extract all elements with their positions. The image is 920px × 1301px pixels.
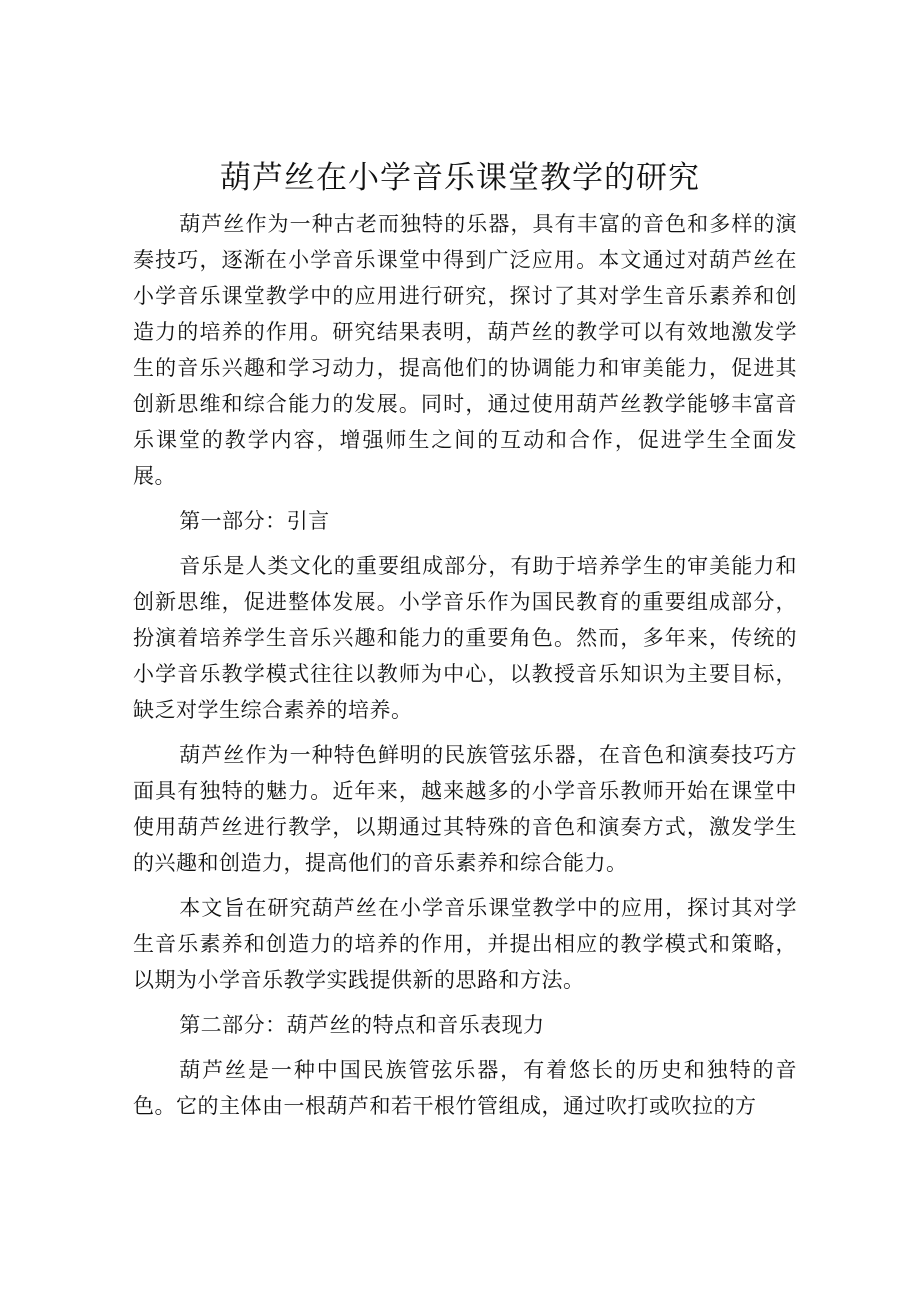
abstract-paragraph: 葫芦丝作为一种古老而独特的乐器，具有丰富的音色和多样的演奏技巧，逐渐在小学音乐课堂中得到广泛应用。本文通过对葫芦丝在小学音乐课堂教学中的应用进行研究，探讨了其对学生音乐素养和创造力的培养的作用。研究结果表明，葫芦丝的教学可以有效地激发学生的音乐兴趣和学习动力，提高他们的协调能力和审美能力，促进其创新思维和综合能力的发展。同时，通过使用葫芦丝教学能够丰富音乐课堂的教学内容，增强师生之间的互动和合作，促进学生全面发展。 [133, 212, 797, 488]
document-title: 葫芦丝在小学音乐课堂教学的研究 [220, 160, 700, 196]
body-paragraph: 音乐是人类文化的重要组成部分，有助于培养学生的审美能力和创新思维，促进整体发展。小学音乐作为国民教育的重要组成部分，扮演着培养学生音乐兴趣和能力的重要角色。然而，多年来，传统的小学音乐教学模式往往以教师为中心，以教授音乐知识为主要目标，缺乏对学生综合素养的培养。 [133, 554, 797, 722]
body-paragraph: 本文旨在研究葫芦丝在小学音乐课堂教学中的应用，探讨其对学生音乐素养和创造力的培养的作用，并提出相应的教学模式和策略，以期为小学音乐教学实践提供新的思路和方法。 [133, 896, 797, 992]
body-paragraph: 葫芦丝是一种中国民族管弦乐器，有着悠长的历史和独特的音色。它的主体由一根葫芦和若干根竹管组成，通过吹打或吹拉的方 [133, 1058, 797, 1118]
body-paragraph: 葫芦丝作为一种特色鲜明的民族管弦乐器，在音色和演奏技巧方面具有独特的魅力。近年来，越来越多的小学音乐教师开始在课堂中使用葫芦丝进行教学，以期通过其特殊的音色和演奏方式，激发学生的兴趣和创造力，提高他们的音乐素养和综合能力。 [133, 743, 797, 875]
document-body [133, 206, 797, 1133]
section-heading-features: 第二部分：葫芦丝的特点和音乐表现力 [179, 1013, 545, 1037]
section-heading-introduction: 第一部分：引言 [179, 509, 330, 533]
